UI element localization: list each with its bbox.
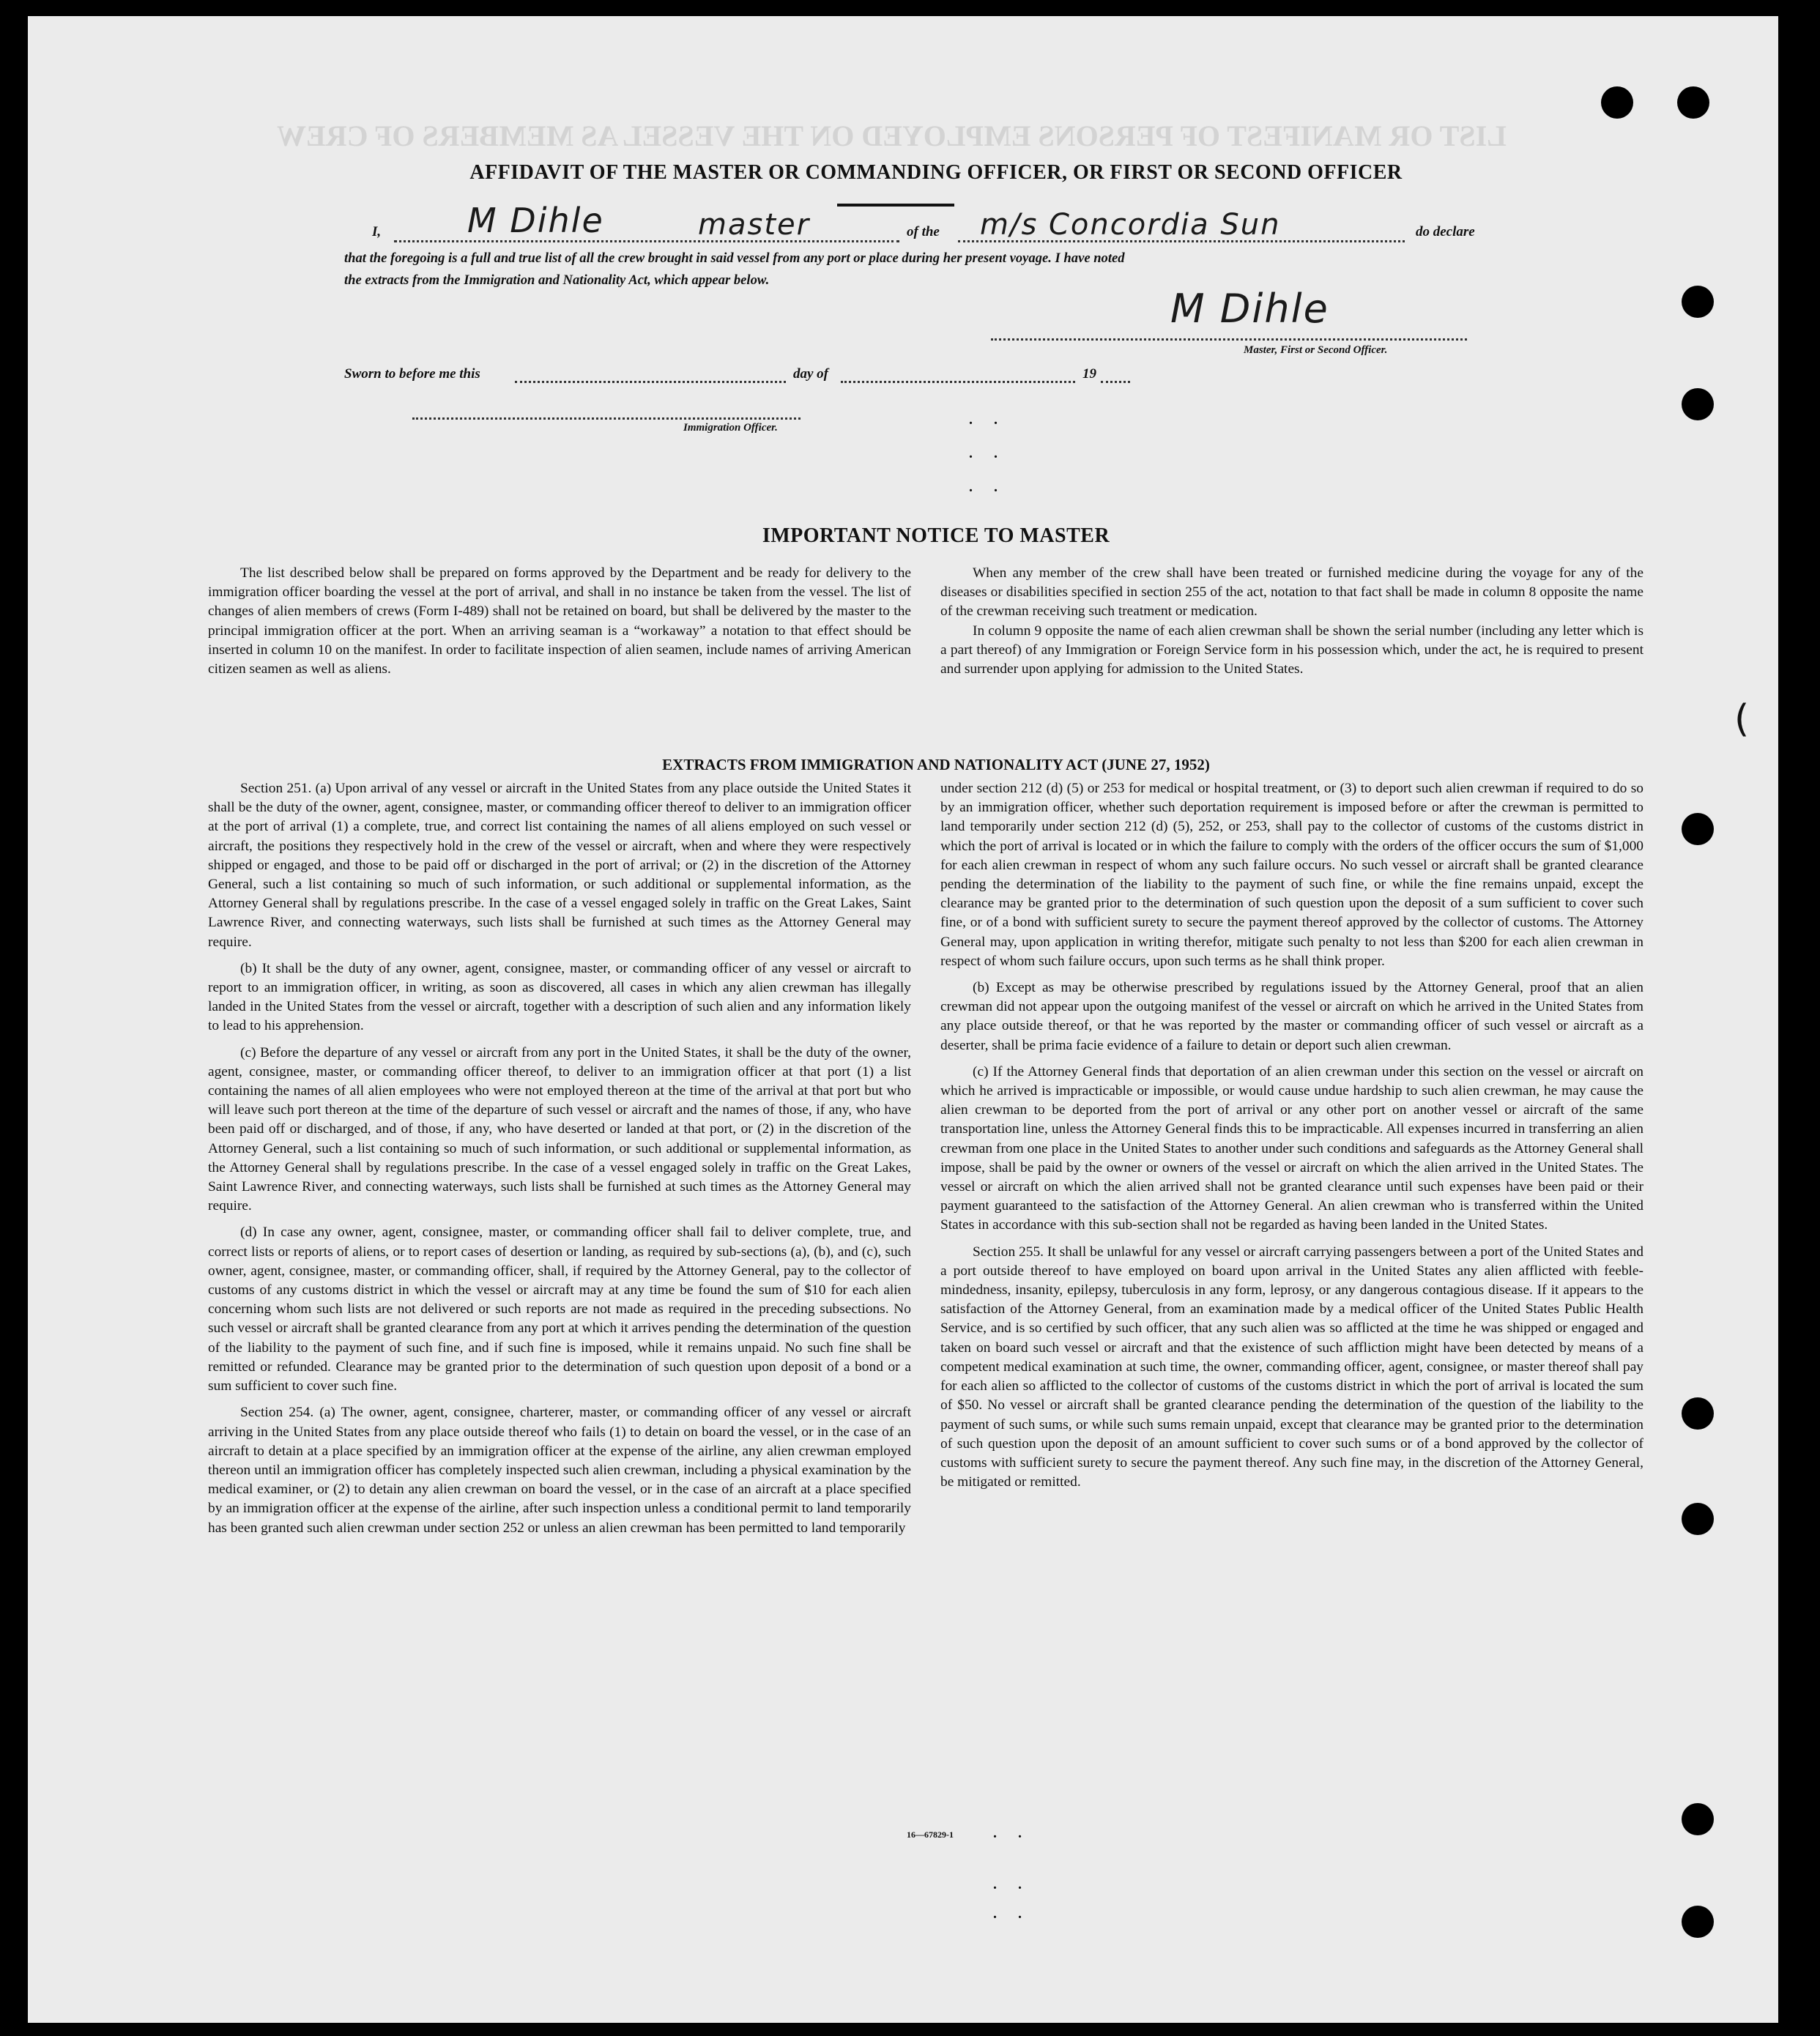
stray-dots: . . [993,1876,1030,1892]
notice-paragraph: The list described below shall be prepared on forms approved by the Department and be ready for delivery to the immigration officer boarding the vessel at the port of arrival, and shall in no instance be taken from the vessel. The list of changes of alien members of crews (Form I-489) shall not be retained on board, but shall be delivered by the master to the principal immigration officer at the port. When an arriving seaman is a “workaway” a notation to that effect should be inserted in column 10 on the manifest. In order to facilitate inspection of alien seamen, include names of arriving American citizen seamen as well as aliens. [208,565,911,677]
declaration-line-1: that the foregoing is a full and true list of all the crew brought in said vessel from any port or place during her present voyage. I have noted [344,250,1125,266]
notice-paragraph: In column 9 opposite the name of each alien crewman shall be shown the serial number (including any letter which is a part thereof) of any Immigration or Foreign Service form in his possession which, under the act, he is required to present and surrender upon applying for admission to the United States. [940,623,1643,677]
signer-name-handwritten: M Dihle [467,201,604,240]
extract-paragraph: Section 255. It shall be unlawful for any vessel or aircraft carrying passengers between a port of the United States and a port outside thereof to have employed on board upon arrival in the United States any alien afflicted with feeble-mindedness, insanity, epilepsy, tuberculosis in any form, leprosy, or any dangerous contagious disease. If it appears to the satisfaction of the Attorney General, from an examination made by a medical officer of the United States Public Health Service, and is so certified by such officer, that any such alien was so afflicted at the time he was shipped or engaged and taken on board such vessel or aircraft and that the existence of such affliction might have been detected by means of a competent medical examination at such time, the owner, commanding officer, agent, consignee, or master thereof shall pay for each alien so afflicted to the collector of customs of the customs district in which the port of arrival is located the sum of $50. No vessel or aircraft shall be granted clearance pending the determination of the question of the liability to the payment of such sums, or while such sums remain unpaid, except that clearance may be granted prior to the determination of such question upon the deposit of an amount sufficient to cover such sums or of a bond approved by the collector of customs with sufficient surety to secure the payment thereof. Any such fine may, in the discretion of the Attorney General, be mitigated or remitted. [940,1244,1643,1490]
stray-dots: . . [993,1906,1030,1922]
day-of-label: day of [793,366,829,382]
i-label: I, [372,224,382,239]
extract-paragraph: (c) If the Attorney General finds that deportation of an alien crewman under this section on the vessel or aircraft on which he arrived is impracticable or impossible, or would cause undue hardship to such alien crewman, he may cause the alien crewman to be deported from the port of arrival or any other port on another vessel or aircraft of the same transportation line, unless the Attorney General finds this to be impracticable. All expenses incurred in transferring an alien crewman from one place in the United States to another under such conditions and safeguards as the Attorney General shall impose, shall be paid by the owner or owners of the vessel or aircraft on which the alien arrived in the United States. The vessel or aircraft on which the alien arrived shall not be granted clearance until such expenses have been paid or their payment guaranteed to the satisfaction of the Attorney General. An alien crewman who is transferred within the United States in accordance with this sub-section shall not be regarded as having been landed in the United States. [940,1063,1643,1233]
document-sheet [28,16,1778,2023]
extracts-title: EXTRACTS FROM IMMIGRATION AND NATIONALITY ACT (JUNE 27, 1952) [662,756,1210,773]
notice-title: IMPORTANT NOTICE TO MASTER [762,524,1110,547]
stray-dots: . . [993,1825,1030,1841]
notice-left-column [208,564,911,686]
punch-hole [1601,86,1633,119]
extracts-right-column [940,779,1643,1499]
extract-paragraph: (b) Except as may be otherwise prescribed by regulations issued by the Attorney General, proof that an alien crewman did not appear upon the outgoing manifest of the vessel or aircraft on which he arrived in the United States from any place outside thereof, or that he was reported by the master or commanding officer of such vessel or aircraft as a deserter, shall be prima facie evidence of a failure to detain or deport such alien crewman. [940,980,1643,1053]
signer-name-line [394,240,899,242]
declaration-line-2: the extracts from the Immigration and Nationality Act, which appear below. [344,272,770,288]
punch-hole [1682,388,1714,420]
margin-bracket-mark: ( [1734,697,1750,741]
extract-paragraph: (d) In case any owner, agent, consignee, master, or commanding officer shall fail to deliver complete, true, and correct lists or reports of aliens, or to report cases of desertion or landing, as required by sub-sections (a), (b), and (c), such owner, agent, consignee, master, or commanding officer, shall, if required by the Attorney General, pay to the collector of customs of any customs district in which the vessel or aircraft may at any time be found the sum of $10 for each alien concerning whom such lists are not delivered or such reports are not made as required in the preceding subsections. No such vessel or aircraft shall be granted clearance from any port at which it arrives pending the determination of the question of the liability to the payment of such fine, and if such fine is imposed, while it remains unpaid. No such fine shall be remitted or refunded. Clearance may be granted prior to the determination of such question upon deposit of a bond or a sum sufficient to cover such fine. [208,1225,911,1394]
bleed-through-text: LIST OR MANIFEST OF PERSONS EMPLOYED ON THE VESSEL AS MEMBERS OF CREW [277,119,1507,152]
punch-hole [1682,1803,1714,1835]
signature-caption: Master, First or Second Officer. [1244,344,1388,356]
master-signature: M Dihle [1170,286,1329,332]
immigration-officer-line [412,417,801,420]
sworn-month-line [841,381,1075,383]
notice-right-column [940,564,1643,686]
of-the-label: of the [907,224,940,239]
stray-dots: . . [969,479,1006,495]
notice-paragraph: When any member of the crew shall have been treated or furnished medicine during the voyage for any of the diseases or disabilities specified in section 255 of the act, notation to that fact shall be made in column 8 opposite the name of the crewman receiving such treatment or medication. [940,565,1643,620]
extracts-left-column [208,779,911,1545]
stray-dots: . . [969,412,1006,428]
extract-paragraph: (b) It shall be the duty of any owner, agent, consignee, master, or commanding officer of any vessel or aircraft to report to an immigration officer, in writing, as soon as discovered, all cases in which any alien crewman has illegally landed in the United States from the vessel or aircraft, together with a description of such alien and any information likely to lead to his apprehension. [208,960,911,1034]
punch-hole [1677,86,1709,119]
signer-title-handwritten: master [698,208,811,242]
sworn-year-line [1101,381,1130,383]
sworn-day-line [515,381,786,383]
signature-line [991,338,1467,341]
punch-hole [1682,286,1714,318]
title-rule [837,204,954,207]
extract-paragraph: under section 212 (d) (5) or 253 for medical or hospital treatment, or (3) to deport such alien crewman if required to do so by an immigration officer, whether such deportation requirement is imposed before or after the crewman is permitted to land temporarily under section 212 (d) (5), 252, or 253, shall pay to the collector of customs of the customs district in which the port of arrival is located or in which the failure to comply with the orders of the officer occurs the sum of $1,000 for each alien crewman in respect of whom any such failure occurs. No such vessel or aircraft shall be granted clearance pending the determination of the liability to the payment of such fine, or while the fine remains unpaid, except the clearance may be granted prior to the determination of such question upon the deposit of a sum sufficient to cover such fine, or of a bond with sufficient surety to secure the payment thereof approved by the collector of customs. The Attorney General may, upon application in writing therefor, mitigate such penalty to not less than $200 for each alien crewman in respect of whom such failure occurs, upon such terms as he shall think proper. [940,781,1643,969]
form-code: 16—67829-1 [907,1829,954,1840]
extract-paragraph: Section 251. (a) Upon arrival of any vessel or aircraft in the United States from any place outside the United States it shall be the duty of the owner, agent, consignee, master, or commanding officer thereof to deliver to an immigration officer at the port of arrival (1) a complete, true, and correct list containing the names of all aliens employed on such vessel or aircraft, the positions they respectively hold in the crew of the vessel or aircraft, when and where they were respectively shipped or engaged, and those to be paid off or discharged in the port of arrival; or (2) in the discretion of the Attorney General, such a list containing so much of such information, or such additional or supplemental information, as the Attorney General shall by regulations prescribe. In the case of a vessel engaged solely in traffic on the Great Lakes, Saint Lawrence River, and connecting waterways, such lists shall be furnished at such times as the Attorney General may require. [208,781,911,950]
punch-hole [1682,813,1714,845]
extract-paragraph: Section 254. (a) The owner, agent, consignee, charterer, master, or commanding officer of any vessel or aircraft arriving in the United States from any place outside thereof who fails (1) to detain on board the vessel, or in the case of an aircraft to detain at a place specified by an immigration officer at the expense of the airline, any alien crewman employed thereon until an immigration officer has completely inspected such alien crewman, including a physical examination by the medical examiner, or (2) to detain any alien crewman on board the vessel, or in the case of an aircraft at a place specified by an immigration officer at the expense of the airline, after such inspection unless a conditional permit to land temporarily has been granted such alien crewman under section 252 or unless an alien crewman has been permitted to land temporarily [208,1405,911,1536]
sworn-label: Sworn to before me this [344,366,480,382]
do-declare-label: do declare [1416,224,1475,239]
affidavit-title: AFFIDAVIT OF THE MASTER OR COMMANDING OFFICER, OR FIRST OR SECOND OFFICER [469,161,1403,184]
vessel-name-handwritten: m/s Concordia Sun [980,208,1281,242]
extract-paragraph: (c) Before the departure of any vessel or aircraft from any port in the United States, it shall be the duty of the owner, agent, consignee, master, or commanding officer thereof, to deliver to an immigration officer at that port (1) a list containing the names of all alien employees who were not employed thereon at the time of the arrival at that port but who will leave such port thereon at the time of the departure of such vessel or aircraft and the names of those, if any, who have been paid off or discharged, and of those, if any, who have deserted or landed at that port, or (2) in the discretion of the Attorney General, such a list containing so much of such information, or such additional or supplemental information, as the Attorney General shall by regulations prescribe. In the case of a vessel engaged solely in traffic on the Great Lakes, Saint Lawrence River, and connecting waterways, such lists shall be furnished at such times as the Attorney General may require. [208,1044,911,1214]
punch-hole [1682,1906,1714,1938]
year-label: 19 [1082,366,1096,382]
stray-dots: . . [969,445,1006,461]
punch-hole [1682,1503,1714,1535]
punch-hole [1682,1397,1714,1430]
immigration-officer-label: Immigration Officer. [683,422,778,434]
